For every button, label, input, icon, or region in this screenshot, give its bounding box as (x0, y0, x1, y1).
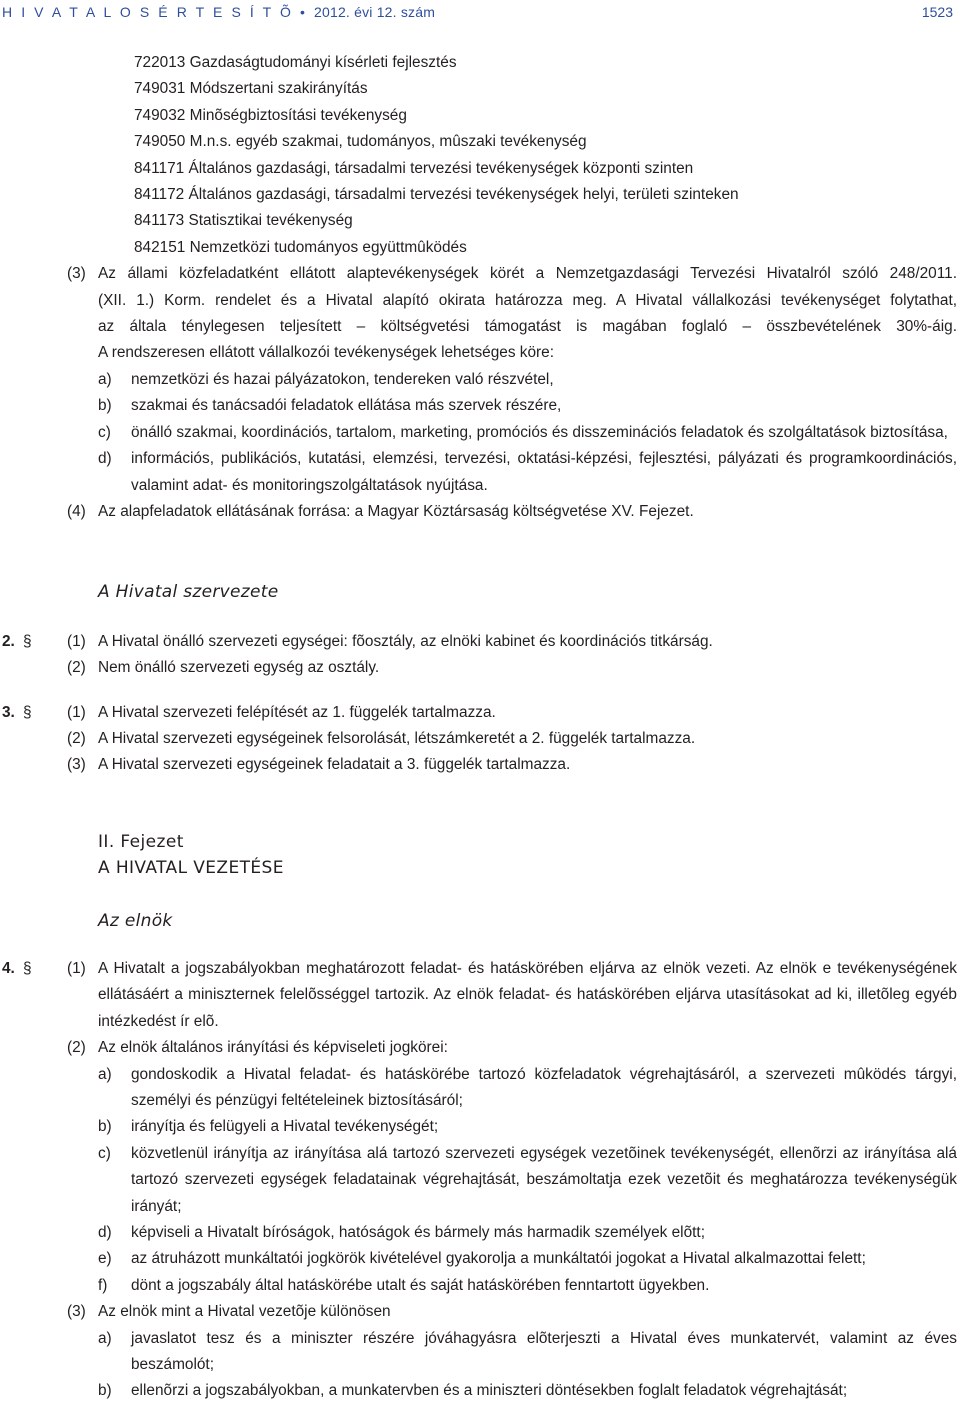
list-label: c) (98, 423, 111, 441)
list-item (0, 393, 960, 419)
section-sign: § (23, 703, 32, 721)
section-4 (0, 956, 960, 1035)
list-text: ellenõrzi a jogszabályokban, a munkatervben és a miniszteri döntésekben foglalt feladatok végrehajtását; (131, 1382, 848, 1400)
activity-code: 842151 Nemzetközi tudományos együttmûködés (134, 238, 467, 256)
list-label: f) (98, 1276, 108, 1294)
list-text: szakmai és tanácsadói feladatok ellátása más szervek részére, (131, 397, 562, 415)
list-item (0, 1141, 960, 1220)
section-2 (0, 629, 960, 655)
list-label: b) (98, 1118, 112, 1136)
list-item (0, 1220, 960, 1246)
paragraph-number: (1) (67, 959, 86, 977)
activity-code-list (0, 50, 960, 261)
issue-date: 2012. évi 12. szám (313, 4, 436, 20)
paragraph-4 (0, 499, 960, 525)
list-item (0, 1326, 960, 1379)
list-text: irányítja és felügyeli a Hivatal tevékenységét; (131, 1118, 439, 1136)
paragraph-number: (2) (67, 659, 86, 677)
section-title: Az elnök (98, 910, 173, 931)
paragraph-text: A Hivatal szervezeti felépítését az 1. függelék tartalmazza. (98, 703, 496, 721)
paragraph-line: (XII. 1.) Korm. rendelet és a Hivatal alapító okirata határozza meg. A Hivatal vállalkozási tevékenységet folytathat, (98, 291, 957, 309)
paragraph-3 (0, 261, 960, 367)
activity-code: 749031 Módszertani szakirányítás (134, 80, 368, 98)
paragraph-number: (3) (67, 756, 86, 774)
paragraph-number: (2) (67, 729, 86, 747)
list-text: dönt a jogszabály által hatáskörébe utalt és saját hatáskörében fenntartott ügyekben. (131, 1276, 710, 1294)
paragraph-text: A Hivatal szervezeti egységeinek felsorolását, létszámkeretét a 2. függelék tartalmazza. (98, 729, 696, 747)
paragraph-line: az általa ténylegesen teljesített – költségvetési támogatást is magában foglaló – összbevételének 30%-áig. (98, 318, 957, 336)
list-text: közvetlenül irányítja az irányítása alá tartozó szervezeti egységek vezetõinek tevékenységét, ellenõrzi az irányítása alá tartozó szervezeti egységek feladatainak végrehajtását, beszámoltatja ezek vezetõit és meghatározza tevékenységük irányát; (131, 1144, 957, 1215)
page-header (0, 2, 960, 22)
list-item (0, 1246, 960, 1272)
activity-code: 749050 M.n.s. egyéb szakmai, tudományos, mûszaki tevékenység (134, 133, 587, 151)
section-paragraph (0, 655, 960, 681)
paragraph-text: A Hivatal önálló szervezeti egységei: fõosztály, az elnöki kabinet és koordinációs titkárság. (98, 632, 713, 650)
list-label: c) (98, 1144, 111, 1162)
document-body (0, 50, 960, 1405)
running-title: H I V A T A L O S É R T E S Í T Õ • 2012. évi 12. szám (2, 4, 436, 20)
paragraph-text: A Hivatalt a jogszabályokban meghatározott feladat- és hatáskörében eljárva az elnök vezeti. Az elnök e tevékenységének ellátásáért a miniszternek felelõsséggel tartozik. Az elnök feladat- és hatáskörében eljárva utasításokat ad ki, illetõleg egyéb intézkedést ír elõ. (98, 959, 957, 1030)
paragraph-number: (2) (67, 1039, 86, 1057)
list-label: b) (98, 397, 112, 415)
section-title: A Hivatal szervezete (98, 582, 279, 603)
paragraph-text: Az alapfeladatok ellátásának forrása: a Magyar Köztársaság költségvetése XV. Fejezet. (98, 502, 694, 520)
list-item (0, 420, 960, 446)
list-item (0, 1273, 960, 1299)
list-label: d) (98, 450, 112, 468)
section-paragraph (0, 726, 960, 752)
page-number: 1523 (921, 4, 953, 20)
list-item (0, 1114, 960, 1140)
section-3 (0, 700, 960, 726)
list-label: a) (98, 1065, 112, 1083)
list-text: nemzetközi és hazai pályázatokon, tendereken való részvétel, (131, 370, 554, 388)
paragraph-text: Nem önálló szervezeti egység az osztály. (98, 659, 380, 677)
publication-name: H I V A T A L O S É R T E S Í T Õ (2, 4, 294, 20)
section-paragraph (0, 752, 960, 778)
section-number: 3. (2, 703, 15, 721)
activity-code: 722013 Gazdaságtudományi kísérleti fejlesztés (134, 54, 457, 71)
chapter-title: A HIVATAL VEZETÉSE (98, 858, 284, 879)
paragraph-number: (3) (67, 1303, 86, 1321)
activity-code: 841171 Általános gazdasági, társadalmi tervezési tevékenységek központi szinten (134, 159, 694, 177)
list-item (0, 446, 960, 499)
section-number: 4. (2, 959, 15, 977)
list-text: információs, publikációs, kutatási, elemzési, tervezési, oktatási-képzési, fejlesztési, pályázati és programkoordinációs, valamint adat- és monitoringszolgáltatások nyújtása. (131, 450, 957, 494)
paragraph-number: (1) (67, 632, 86, 650)
paragraph-text: Az elnök mint a Hivatal vezetõje különösen (98, 1303, 391, 1321)
activity-code: 841172 Általános gazdasági, társadalmi tervezési tevékenységek helyi, területi szinteken (134, 186, 739, 204)
paragraph-text: Az elnök általános irányítási és képviseleti jogkörei: (98, 1039, 448, 1057)
list-item (0, 367, 960, 393)
paragraph-text: A Hivatal szervezeti egységeinek feladatait a 3. függelék tartalmazza. (98, 756, 571, 774)
list-label: d) (98, 1224, 112, 1242)
list-item (0, 1062, 960, 1115)
list-label: b) (98, 1382, 112, 1400)
paragraph-number: (1) (67, 703, 86, 721)
activity-code: 749032 Minõségbiztosítási tevékenység (134, 106, 407, 124)
paragraph-line: Az állami közfeladatként ellátott alaptevékenységek körét a Nemzetgazdasági Tervezési Hivatalról szóló 248/2011. (98, 265, 957, 283)
list-text: javaslatot tesz és a miniszter részére jóváhagyásra elõterjeszti a Hivatal éves munkatervét, valamint az éves beszámolót; (131, 1329, 957, 1374)
section-number: 2. (2, 632, 15, 650)
list-text: képviseli a Hivatalt bíróságok, hatóságok és bármely más harmadik személyek elõtt; (131, 1224, 705, 1242)
paragraph-number: (4) (67, 502, 86, 520)
paragraph-line: A rendszeresen ellátott vállalkozói tevékenységek lehetséges köre: (98, 344, 554, 362)
chapter-number: II. Fejezet (98, 831, 184, 852)
list-text: az átruházott munkáltatói jogkörök kivételével gyakorolja a munkáltatói jogokat a Hivatal alkalmazottai felett; (131, 1250, 866, 1268)
list-text: gondoskodik a Hivatal feladat- és hatáskörébe tartozó közfeladatok végrehajtásáról, a szervezeti mûködés tárgyi, személyi és pénzügyi feltételeinek biztosításáról; (131, 1065, 957, 1109)
section-paragraph (0, 1299, 960, 1325)
list-text: önálló szakmai, koordinációs, tartalom, marketing, promóciós és disszeminációs feladatok és szolgáltatások biztosítása, (131, 423, 948, 441)
list-label: a) (98, 1329, 112, 1347)
activity-code: 841173 Statisztikai tevékenység (134, 212, 353, 230)
list-item (0, 1378, 960, 1404)
section-sign: § (23, 959, 32, 977)
section-sign: § (23, 632, 32, 650)
list-label: e) (98, 1250, 112, 1268)
list-label: a) (98, 370, 112, 388)
paragraph-number: (3) (67, 265, 86, 283)
section-paragraph (0, 1035, 960, 1061)
